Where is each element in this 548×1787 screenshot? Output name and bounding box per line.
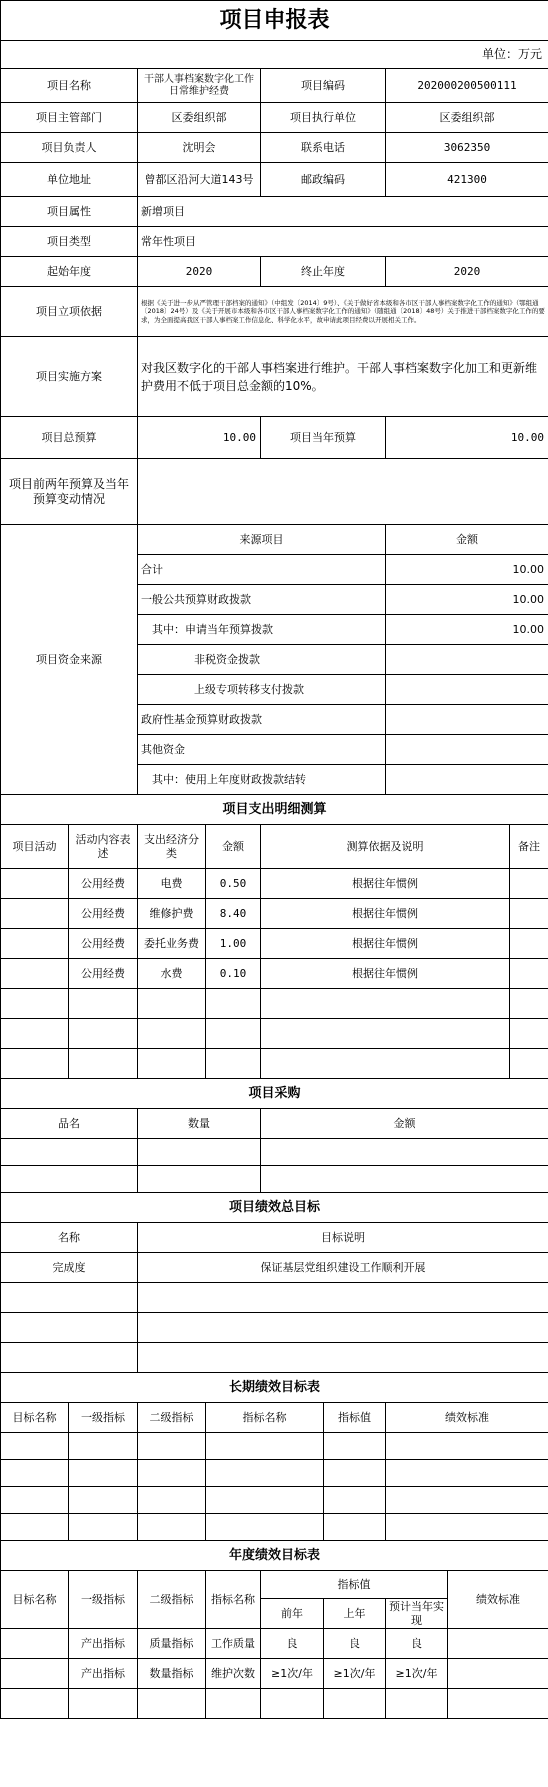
expense-category: 电费 <box>138 869 206 899</box>
annual-prev2: 良 <box>261 1629 324 1659</box>
expense-content: 公用经费 <box>69 929 138 959</box>
funding-row-amount: 10.00 <box>386 615 548 645</box>
attribute-value: 新增项目 <box>138 197 548 227</box>
funding-row-name: 非税资金拨款 <box>138 645 386 675</box>
long-term-header: 目标名称 <box>1 1403 69 1433</box>
annual-current: ≥1次/年 <box>386 1659 448 1689</box>
leader-value: 沈明会 <box>138 133 261 163</box>
overall-goal-row-empty <box>1 1313 548 1343</box>
expense-category: 维修护费 <box>138 899 206 929</box>
phone-label: 联系电话 <box>261 133 386 163</box>
annual-goal <box>1 1659 69 1689</box>
expense-row <box>1 869 548 899</box>
annual-l2: 质量指标 <box>138 1629 206 1659</box>
overall-goal-name: 完成度 <box>1 1253 138 1283</box>
long-term-header: 指标名称 <box>206 1403 324 1433</box>
expense-basis: 根据往年惯例 <box>261 929 510 959</box>
annual-section-title: 年度绩效目标表 <box>1 1541 548 1571</box>
annual-l2: 数量指标 <box>138 1659 206 1689</box>
year-budget-value: 10.00 <box>386 417 548 459</box>
procurement-header: 品名 <box>1 1109 138 1139</box>
annual-indicator: 工作质量 <box>206 1629 261 1659</box>
dept-value: 区委组织部 <box>138 103 261 133</box>
funding-row-name: 其中：申请当年预算拨款 <box>138 615 386 645</box>
basis-value: 根据《关于进一步从严管理干部档案的通知》（中组发〔2014〕9号）、《关于做好省本级和各市区干部人事档案数字化工作的通知》（鄂组通〔2018〕24号）及《关于开展市本级和各市区干部人事档案数字化工作的通知》（随组通〔2018〕48号）关于推进干部档案数字化工作的要求，为全面提高我区干部人事档案工作信息化、科学化水平，故申请此项目经费以开展相关工作。 <box>138 287 548 337</box>
total-budget-value: 10.00 <box>138 417 261 459</box>
annual-row <box>1 1629 548 1659</box>
long-term-header: 指标值 <box>324 1403 386 1433</box>
expense-row <box>1 899 548 929</box>
expense-header: 项目活动 <box>1 825 69 869</box>
annual-standard <box>448 1659 548 1689</box>
long-term-header: 一级指标 <box>69 1403 138 1433</box>
annual-header: 二级指标 <box>138 1571 206 1629</box>
annual-subheader: 预计当年实现 <box>386 1599 448 1629</box>
dept-label: 项目主管部门 <box>1 103 138 133</box>
expense-section-title: 项目支出明细测算 <box>1 795 548 825</box>
project-code-value: 202000200500111 <box>386 69 548 103</box>
end-year-value: 2020 <box>386 257 548 287</box>
zip-value: 421300 <box>386 163 548 197</box>
long-term-header: 绩效标准 <box>386 1403 548 1433</box>
overall-goal-section-title: 项目绩效总目标 <box>1 1193 548 1223</box>
expense-basis: 根据往年惯例 <box>261 899 510 929</box>
form-title: 项目申报表 <box>1 1 548 41</box>
total-budget-label: 项目总预算 <box>1 417 138 459</box>
annual-l1: 产出指标 <box>69 1629 138 1659</box>
overall-goal-desc: 保证基层党组织建设工作顺利开展 <box>138 1253 548 1283</box>
overall-goal-row-empty <box>1 1283 548 1313</box>
expense-row-empty <box>1 1019 548 1049</box>
funding-row-amount <box>386 705 548 735</box>
annual-header: 目标名称 <box>1 1571 69 1629</box>
expense-note <box>510 929 548 959</box>
long-term-row-empty <box>1 1460 548 1487</box>
start-year-label: 起始年度 <box>1 257 138 287</box>
year-budget-label: 项目当年预算 <box>261 417 386 459</box>
funding-row-amount: 10.00 <box>386 555 548 585</box>
expense-activity <box>1 959 69 989</box>
expense-category: 委托业务费 <box>138 929 206 959</box>
funding-row-amount <box>386 675 548 705</box>
exec-unit-label: 项目执行单位 <box>261 103 386 133</box>
expense-note <box>510 959 548 989</box>
zip-label: 邮政编码 <box>261 163 386 197</box>
end-year-label: 终止年度 <box>261 257 386 287</box>
overall-goal-header: 名称 <box>1 1223 138 1253</box>
plan-value: 对我区数字化的干部人事档案进行维护。干部人事档案数字化加工和更新维护费用不低于项目总金额的10%。 <box>138 337 548 417</box>
expense-row-empty <box>1 1049 548 1079</box>
basis-label: 项目立项依据 <box>1 287 138 337</box>
annual-prev1: ≥1次/年 <box>324 1659 386 1689</box>
start-year-value: 2020 <box>138 257 261 287</box>
address-label: 单位地址 <box>1 163 138 197</box>
expense-header: 测算依据及说明 <box>261 825 510 869</box>
funding-header-amount: 金额 <box>386 525 548 555</box>
long-term-header: 二级指标 <box>138 1403 206 1433</box>
expense-amount: 8.40 <box>206 899 261 929</box>
expense-amount: 0.50 <box>206 869 261 899</box>
annual-prev1: 良 <box>324 1629 386 1659</box>
overall-goal-header: 目标说明 <box>138 1223 548 1253</box>
annual-header: 绩效标准 <box>448 1571 548 1629</box>
expense-note <box>510 869 548 899</box>
annual-header: 指标名称 <box>206 1571 261 1629</box>
overall-goal-row-empty <box>1 1343 548 1373</box>
funding-row-amount <box>386 735 548 765</box>
long-term-row-empty <box>1 1433 548 1460</box>
funding-row-name: 其他资金 <box>138 735 386 765</box>
expense-activity <box>1 869 69 899</box>
procurement-row-empty <box>1 1139 548 1166</box>
funding-row-amount <box>386 765 548 795</box>
expense-content: 公用经费 <box>69 899 138 929</box>
expense-row <box>1 929 548 959</box>
annual-goal <box>1 1629 69 1659</box>
funding-row-amount <box>386 645 548 675</box>
funding-row-amount: 10.00 <box>386 585 548 615</box>
funding-row-name: 合计 <box>138 555 386 585</box>
expense-activity <box>1 929 69 959</box>
budget-change-label: 项目前两年预算及当年预算变动情况 <box>1 459 138 525</box>
phone-value: 3062350 <box>386 133 548 163</box>
expense-row-empty <box>1 989 548 1019</box>
expense-basis: 根据往年惯例 <box>261 869 510 899</box>
plan-label: 项目实施方案 <box>1 337 138 417</box>
procurement-header: 金额 <box>261 1109 548 1139</box>
funding-row-name: 一般公共预算财政拨款 <box>138 585 386 615</box>
annual-l1: 产出指标 <box>69 1659 138 1689</box>
expense-amount: 1.00 <box>206 929 261 959</box>
expense-content: 公用经费 <box>69 869 138 899</box>
type-value: 常年性项目 <box>138 227 548 257</box>
attribute-label: 项目属性 <box>1 197 138 227</box>
expense-note <box>510 899 548 929</box>
funding-row-name: 其中：使用上年度财政拨款结转 <box>138 765 386 795</box>
expense-activity <box>1 899 69 929</box>
type-label: 项目类型 <box>1 227 138 257</box>
project-name-label: 项目名称 <box>1 69 138 103</box>
address-value: 曾都区沿河大道143号 <box>138 163 261 197</box>
unit-label: 单位：万元 <box>1 41 548 69</box>
project-code-label: 项目编码 <box>261 69 386 103</box>
expense-basis: 根据往年惯例 <box>261 959 510 989</box>
expense-amount: 0.10 <box>206 959 261 989</box>
budget-change-value <box>138 459 548 525</box>
funding-label: 项目资金来源 <box>1 525 138 795</box>
funding-row-name: 上级专项转移支付拨款 <box>138 675 386 705</box>
expense-header: 备注 <box>510 825 548 869</box>
funding-header-source: 来源项目 <box>138 525 386 555</box>
annual-current: 良 <box>386 1629 448 1659</box>
expense-header: 金额 <box>206 825 261 869</box>
annual-row-empty <box>1 1689 548 1719</box>
procurement-row-empty <box>1 1166 548 1193</box>
project-name-value: 干部人事档案数字化工作日常维护经费 <box>138 69 261 103</box>
annual-header: 一级指标 <box>69 1571 138 1629</box>
long-term-section-title: 长期绩效目标表 <box>1 1373 548 1403</box>
annual-subheader: 前年 <box>261 1599 324 1629</box>
annual-prev2: ≥1次/年 <box>261 1659 324 1689</box>
expense-category: 水费 <box>138 959 206 989</box>
annual-header: 指标值 <box>261 1571 448 1599</box>
long-term-row-empty <box>1 1514 548 1541</box>
procurement-header: 数量 <box>138 1109 261 1139</box>
expense-content: 公用经费 <box>69 959 138 989</box>
expense-header: 支出经济分类 <box>138 825 206 869</box>
annual-indicator: 维护次数 <box>206 1659 261 1689</box>
procurement-section-title: 项目采购 <box>1 1079 548 1109</box>
annual-subheader: 上年 <box>324 1599 386 1629</box>
expense-row <box>1 959 548 989</box>
leader-label: 项目负责人 <box>1 133 138 163</box>
annual-row <box>1 1659 548 1689</box>
exec-unit-value: 区委组织部 <box>386 103 548 133</box>
annual-standard <box>448 1629 548 1659</box>
expense-header: 活动内容表述 <box>69 825 138 869</box>
funding-row-name: 政府性基金预算财政拨款 <box>138 705 386 735</box>
long-term-row-empty <box>1 1487 548 1514</box>
